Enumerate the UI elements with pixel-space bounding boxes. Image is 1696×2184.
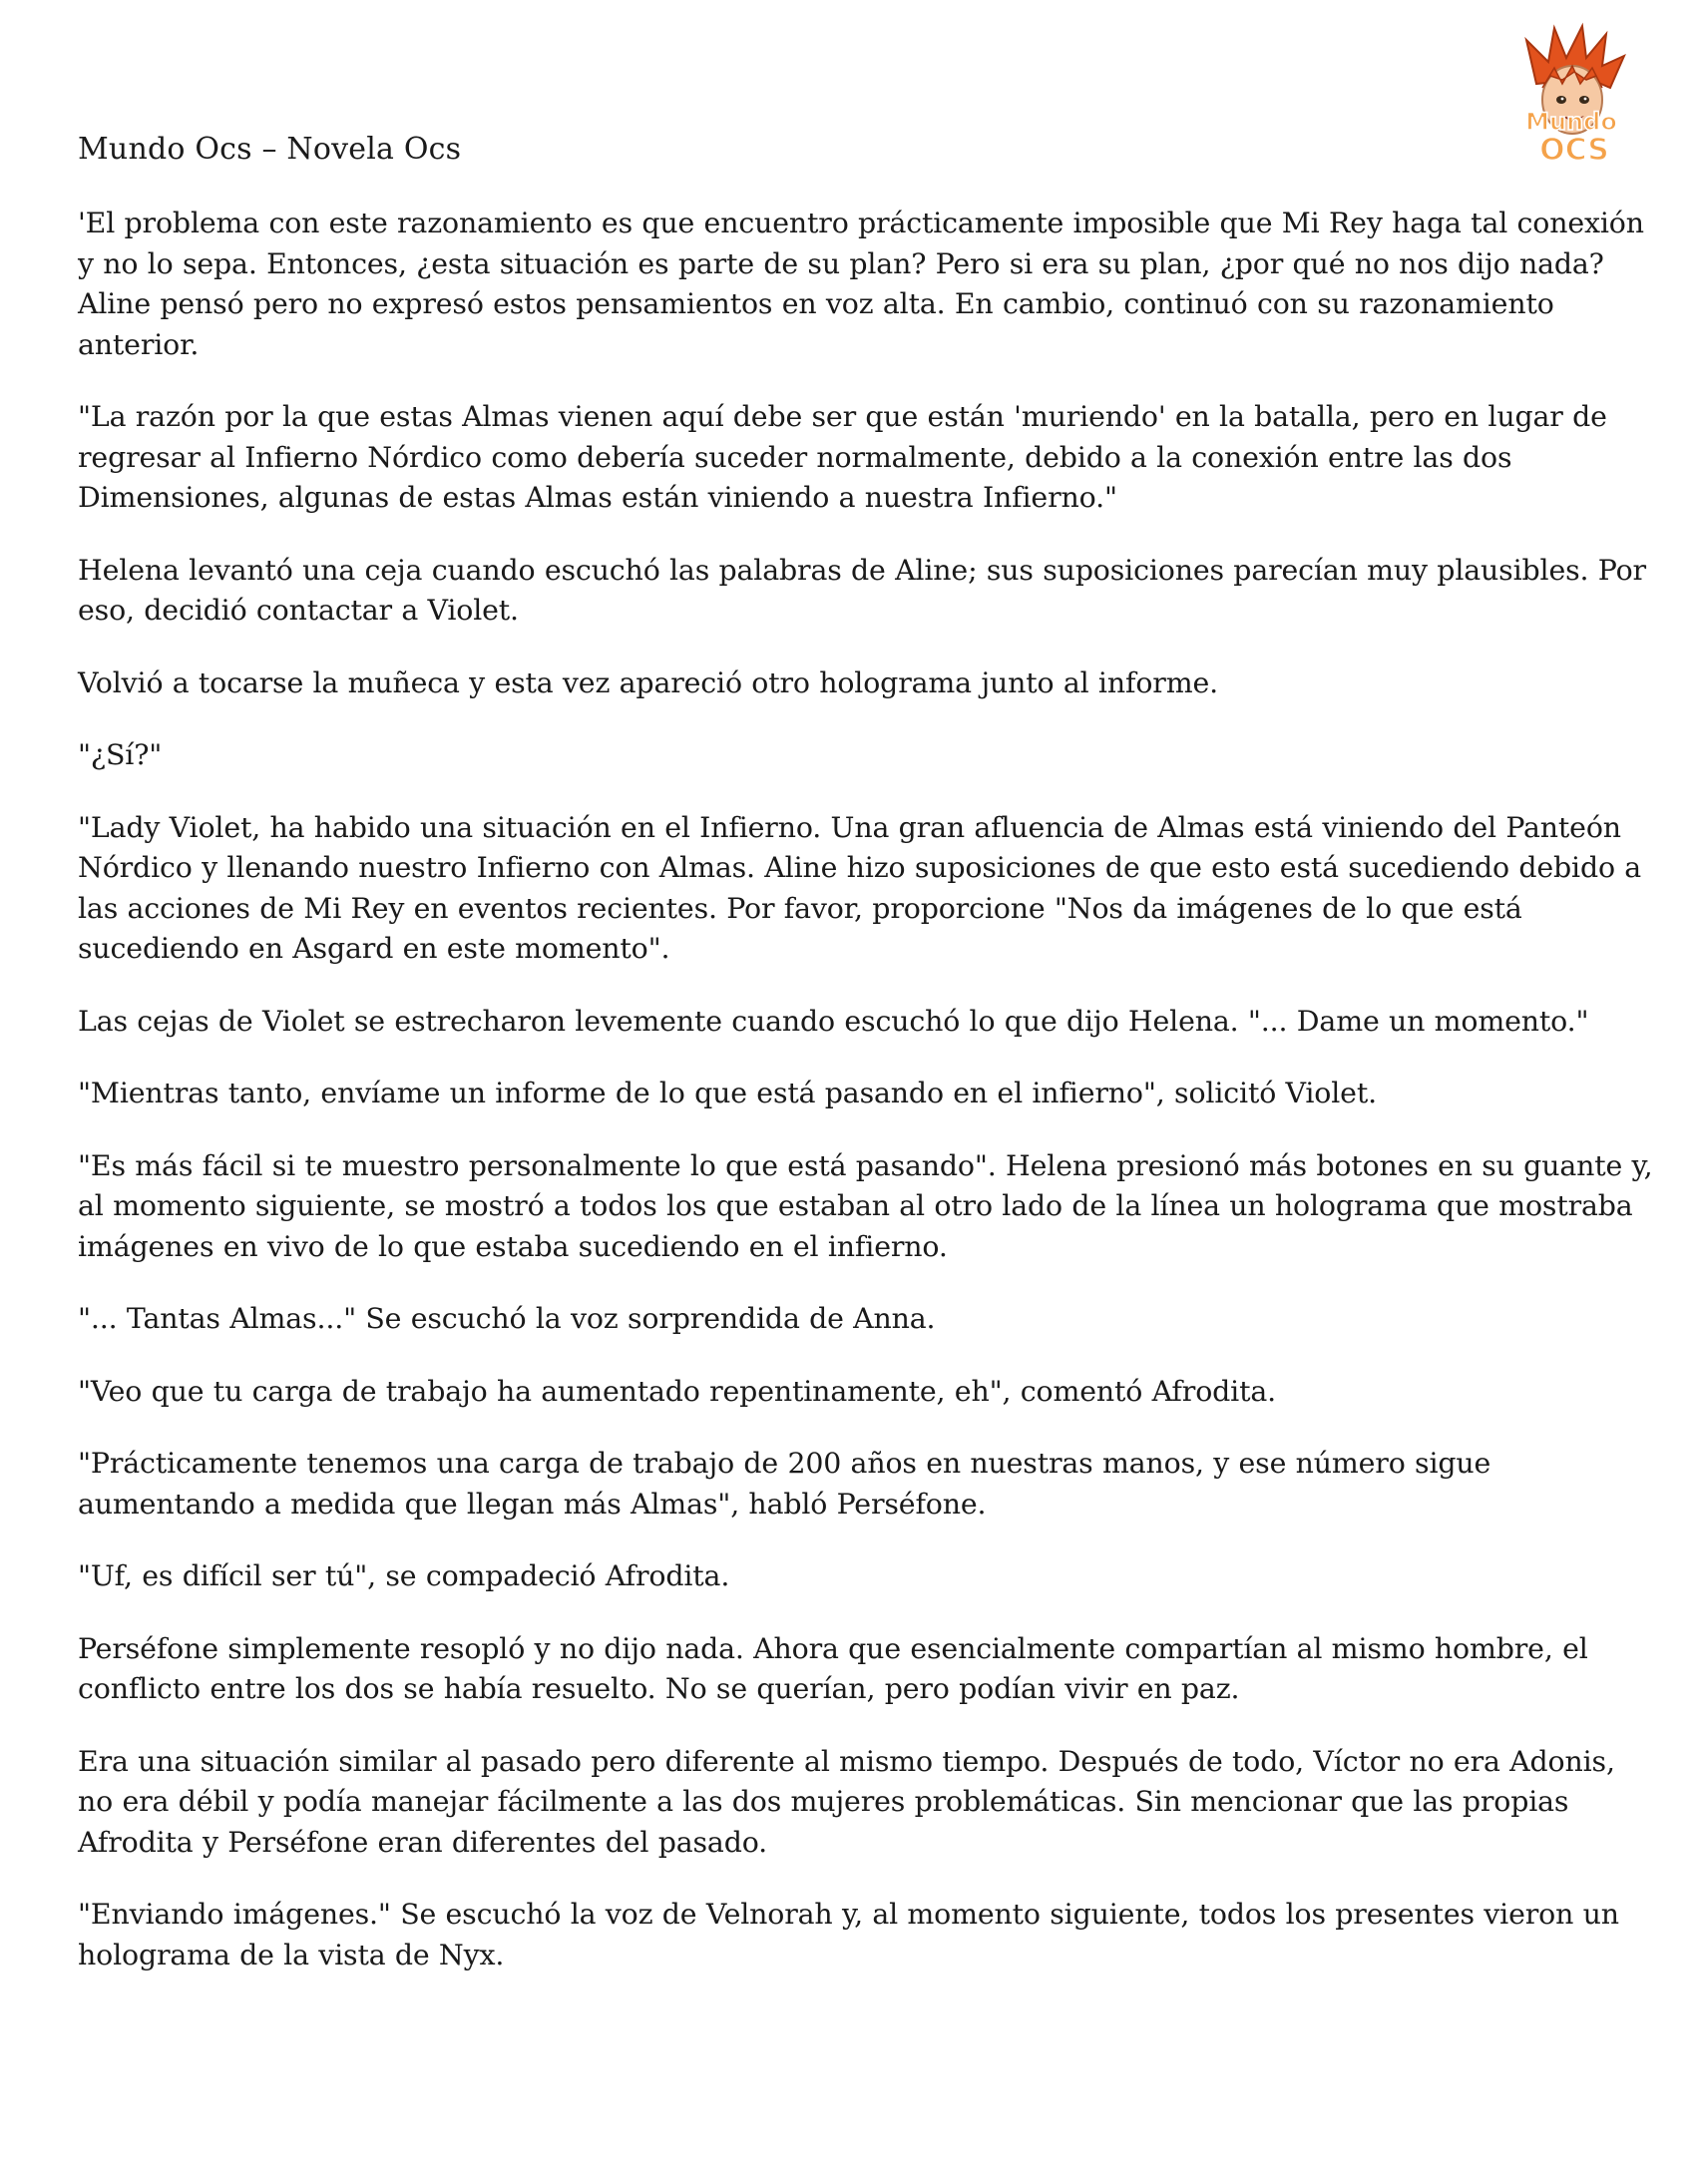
page-header-title: Mundo Ocs – Novela Ocs — [78, 132, 462, 167]
paragraph: Helena levantó una ceja cuando escuchó las palabras de Aline; sus suposiciones parecían muy plausibles. Por eso, decidió contactar a Violet. — [78, 553, 1646, 627]
paragraph: 'El problema con este razonamiento es que encuentro prácticamente imposible que Mi Rey haga tal conexión y no lo sepa. Entonces, ¿esta situación es parte de su plan? Pero si era su plan, ¿por qué no nos dijo nada? Aline pensó pero no expresó estos pensamientos en voz alta. En cambio, continuó con su razonamiento anterior. — [78, 207, 1644, 361]
paragraph: "Veo que tu carga de trabajo ha aumentado repentinamente, eh", comentó Afrodita. — [78, 1374, 1277, 1408]
paragraph: "¿Sí?" — [78, 738, 163, 771]
paragraph: "Es más fácil si te muestro personalmente lo que está pasando". Helena presionó más botones en su guante y, al momento siguiente, se mostró a todos los que estaban al otro lado de la línea un holograma que mostraba imágenes en vivo de lo que estaba sucediendo en el infierno. — [78, 1148, 1653, 1263]
paragraph: "La razón por la que estas Almas vienen aquí debe ser que están 'muriendo' en la batalla, pero en lugar de regresar al Infierno Nórdico como debería suceder normalmente, debido a la conexión entre las dos Dimensiones, algunas de estas Almas están viniendo a nuestra Infierno." — [78, 400, 1607, 514]
logo-text-ocs: OCS — [1539, 133, 1609, 168]
paragraph: "Mientras tanto, envíame un informe de lo que está pasando en el infierno", solicitó Violet. — [78, 1077, 1377, 1109]
paragraph: Volvió a tocarse la muñeca y esta vez apareció otro holograma junto al informe. — [78, 665, 1218, 699]
paragraph: "Uf, es difícil ser tú", se compadeció Afrodita. — [78, 1559, 730, 1592]
paragraph: "Enviando imágenes." Se escuchó la voz de Velnorah y, al momento siguiente, todos los presentes vieron un holograma de la vista de Nyx. — [78, 1898, 1619, 1971]
paragraph: Las cejas de Violet se estrecharon levemente cuando escuchó lo que dijo Helena. "... Dame un momento." — [78, 1004, 1589, 1038]
mundo-ocs-logo — [1496, 22, 1646, 172]
logo-text-mundo: Mundo — [1525, 108, 1617, 136]
paragraph: "Prácticamente tenemos una carga de trabajo de 200 años en nuestras manos, y ese número sigue aumentando a medida que llegan más Almas", habló Perséfone. — [78, 1447, 1491, 1521]
document-body — [78, 204, 1654, 2007]
paragraph: Perséfone simplemente resopló y no dijo nada. Ahora que esencialmente compartían al mismo hombre, el conflicto entre los dos se había resuelto. No se querían, pero podían vivir en paz. — [78, 1631, 1588, 1705]
paragraph: Era una situación similar al pasado pero diferente al mismo tiempo. Después de todo, Víctor no era Adonis, no era débil y podía manejar fácilmente a las dos mujeres problemáticas. Sin mencionar que las propias Afrodita y Perséfone eran diferentes del pasado. — [78, 1744, 1615, 1859]
paragraph: "Lady Violet, ha habido una situación en el Infierno. Una gran afluencia de Almas está viniendo del Panteón Nórdico y llenando nuestro Infierno con Almas. Aline hizo suposiciones de que esto está sucediendo debido a las acciones de Mi Rey en eventos recientes. Por favor, proporcione "Nos da imágenes de lo que está sucediendo en Asgard en este momento". — [78, 810, 1642, 965]
paragraph: "... Tantas Almas..." Se escuchó la voz sorprendida de Anna. — [78, 1302, 936, 1335]
logo-avatar-icon — [1496, 22, 1646, 172]
